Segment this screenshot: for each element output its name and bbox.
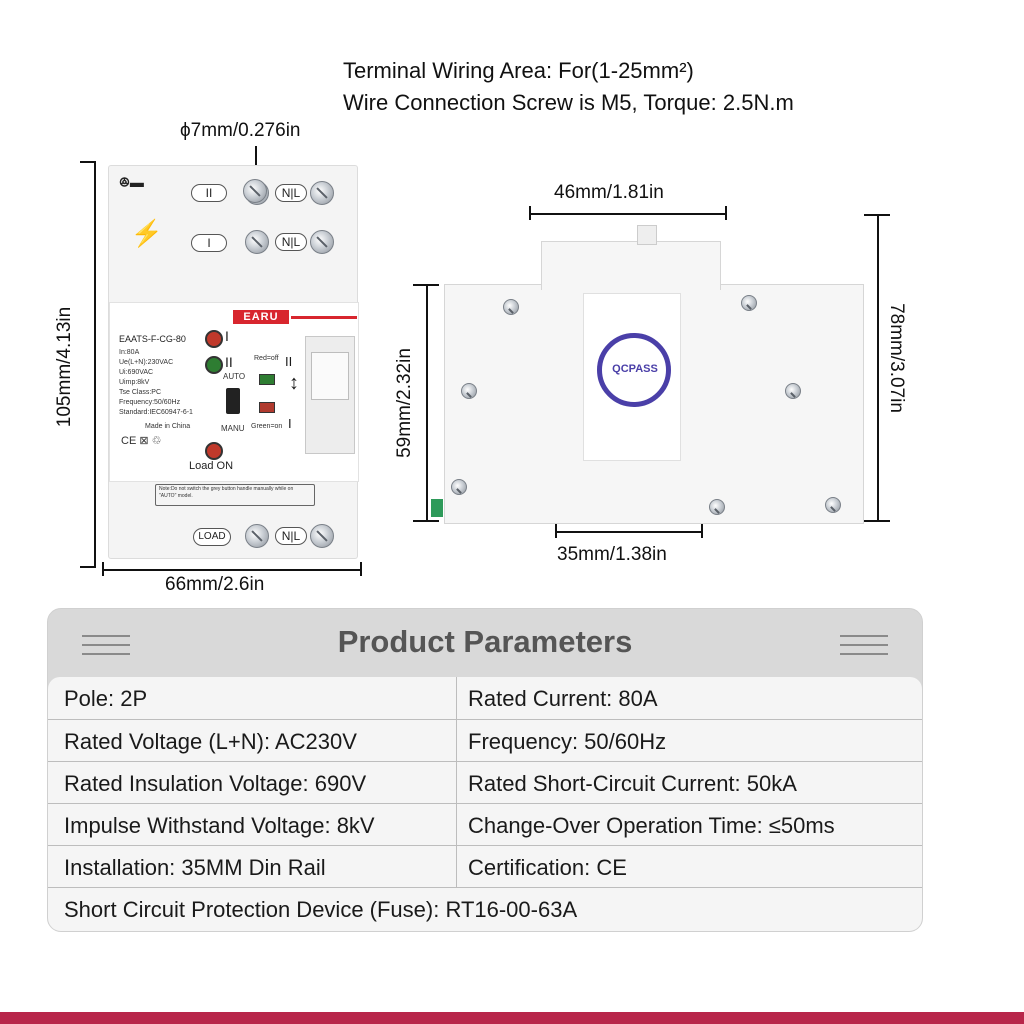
table-row — [48, 677, 922, 719]
side-top-tick-left — [529, 206, 531, 220]
screw-icon — [503, 299, 519, 315]
table-row — [48, 719, 922, 762]
switch-handle[interactable] — [311, 352, 349, 400]
spec-line: Standard:IEC60947-6-1 — [119, 409, 193, 416]
table-row-full — [48, 887, 922, 930]
status-red-window — [259, 402, 275, 413]
device-side-view — [444, 284, 864, 524]
device-front-view — [108, 165, 358, 559]
screw-icon — [785, 383, 801, 399]
indicator-II-label: II — [225, 354, 233, 370]
table-row — [48, 845, 922, 888]
front-height-label: 105mm/4.13in — [54, 306, 75, 428]
column-divider — [456, 720, 457, 762]
spec-line: Tse Class:PC — [119, 389, 162, 396]
front-height-line — [94, 162, 96, 568]
spec-line: Frequency:50/60Hz — [119, 399, 181, 406]
front-height-tick-bottom — [80, 566, 96, 568]
screw-icon — [709, 499, 725, 515]
spec-line: In:80A — [119, 349, 140, 356]
side-left-height-line — [426, 285, 428, 521]
table-title: Product Parameters — [337, 624, 633, 659]
green-on-label: Green=on — [251, 423, 283, 430]
model-label: EAATS-F-CG-80 — [119, 334, 186, 344]
param-cell: Frequency: 50/60Hz — [468, 729, 667, 754]
side-right-height-line — [877, 215, 879, 521]
hole-diameter-label: ϕ7mm/0.276in — [180, 120, 301, 141]
qc-pass-text: QCPASS — [612, 363, 658, 375]
screw-icon — [310, 524, 334, 548]
table-body — [48, 677, 922, 931]
product-parameters-table — [47, 608, 923, 932]
side-top-tick-right — [725, 206, 727, 220]
brand-stripe — [291, 316, 357, 319]
screw-icon — [310, 181, 334, 205]
indicator-I-label: I — [225, 328, 229, 344]
brand-logo: ꔮ▬ — [119, 174, 144, 190]
side-right-tick-bottom — [864, 520, 890, 522]
terminal-pill-load: LOAD — [193, 528, 231, 546]
column-divider — [456, 804, 457, 846]
param-cell: Rated Current: 80A — [468, 686, 658, 711]
side-bottom-tick-left — [555, 524, 557, 538]
terminal-pill-nl: N|L — [275, 184, 307, 202]
spec-line: Ui:690VAC — [119, 369, 154, 376]
column-divider — [456, 762, 457, 804]
front-width-line — [103, 569, 361, 571]
brand-badge: EARU — [233, 310, 289, 324]
param-cell: Certification: CE — [468, 855, 627, 880]
param-cell: Change-Over Operation Time: ≤50ms — [468, 813, 835, 838]
terminal-wiring-text: Terminal Wiring Area: For(1-25mm²) — [343, 58, 694, 83]
param-cell: Rated Insulation Voltage: 690V — [64, 771, 367, 796]
made-in-label: Made in China — [145, 423, 191, 430]
screw-icon — [741, 295, 757, 311]
din-clip — [431, 499, 443, 517]
auto-label: AUTO — [223, 372, 246, 381]
screw-icon — [451, 479, 467, 495]
side-right-tick-top — [864, 214, 890, 216]
front-height-tick-top — [80, 161, 96, 163]
load-indicator-icon — [205, 442, 223, 460]
mode-switch[interactable] — [226, 388, 240, 414]
warning-note: Note:Do not switch the grey button handle manually while on "AUTO" model. — [155, 484, 315, 506]
position-I-label: I — [288, 416, 292, 431]
position-arrow-icon: ↕ — [289, 372, 299, 394]
side-left-tick-top — [413, 284, 439, 286]
red-off-label: Red=off — [254, 355, 279, 362]
column-divider — [456, 677, 457, 719]
terminal-pill-I: I — [191, 234, 227, 252]
manu-label: MANU — [221, 424, 245, 433]
load-on-label: Load ON — [189, 460, 234, 472]
pylon-icon: ⚡ — [130, 218, 164, 248]
bottom-accent-bar — [0, 1012, 1024, 1024]
side-top-tab — [637, 225, 657, 245]
terminal-pill-nl-2: N|L — [275, 233, 307, 251]
table-row — [48, 803, 922, 846]
indicator-I-icon — [205, 330, 223, 348]
screw-spec-text: Wire Connection Screw is M5, Torque: 2.5N.m — [343, 90, 794, 115]
screw-icon — [245, 230, 269, 254]
param-cell: Impulse Withstand Voltage: 8kV — [64, 813, 375, 838]
spec-line: Uimp:8kV — [119, 379, 150, 386]
param-cell: Installation: 35MM Din Rail — [64, 855, 326, 880]
param-cell: Rated Voltage (L+N): AC230V — [64, 729, 357, 754]
terminal-pill-II: II — [191, 184, 227, 202]
front-width-label: 66mm/2.6in — [165, 574, 265, 595]
position-II-label: II — [285, 354, 293, 369]
status-green-window — [259, 374, 275, 385]
side-top-width-line — [530, 213, 726, 215]
indicator-II-icon — [205, 356, 223, 374]
terminal-pill-nl-3: N|L — [275, 527, 307, 545]
terminal-screw-icon — [243, 179, 267, 203]
side-bottom-width-label: 35mm/1.38in — [557, 544, 667, 565]
param-cell: Pole: 2P — [64, 686, 148, 711]
side-bottom-tick-right — [701, 524, 703, 538]
side-left-tick-bottom — [413, 520, 439, 522]
screw-icon — [310, 230, 334, 254]
cert-marks: CE ⊠ ♲ — [121, 435, 162, 447]
front-width-tick-right — [360, 562, 362, 576]
side-top-cap — [541, 241, 721, 290]
side-left-height-label: 59mm/2.32in — [394, 348, 415, 458]
table-row — [48, 761, 922, 804]
screw-icon — [461, 383, 477, 399]
spec-line: Ue(L+N):230VAC — [119, 359, 174, 366]
column-divider — [456, 846, 457, 888]
front-width-tick-left — [102, 562, 104, 576]
side-bottom-width-line — [556, 531, 702, 533]
screw-icon — [825, 497, 841, 513]
screw-icon — [245, 524, 269, 548]
side-right-height-label: 78mm/3.07in — [886, 303, 907, 413]
param-cell: Rated Short-Circuit Current: 50kA — [468, 771, 797, 796]
param-cell: Short Circuit Protection Device (Fuse): RT16-00-63A — [64, 897, 578, 922]
side-top-width-label: 46mm/1.81in — [554, 182, 664, 203]
